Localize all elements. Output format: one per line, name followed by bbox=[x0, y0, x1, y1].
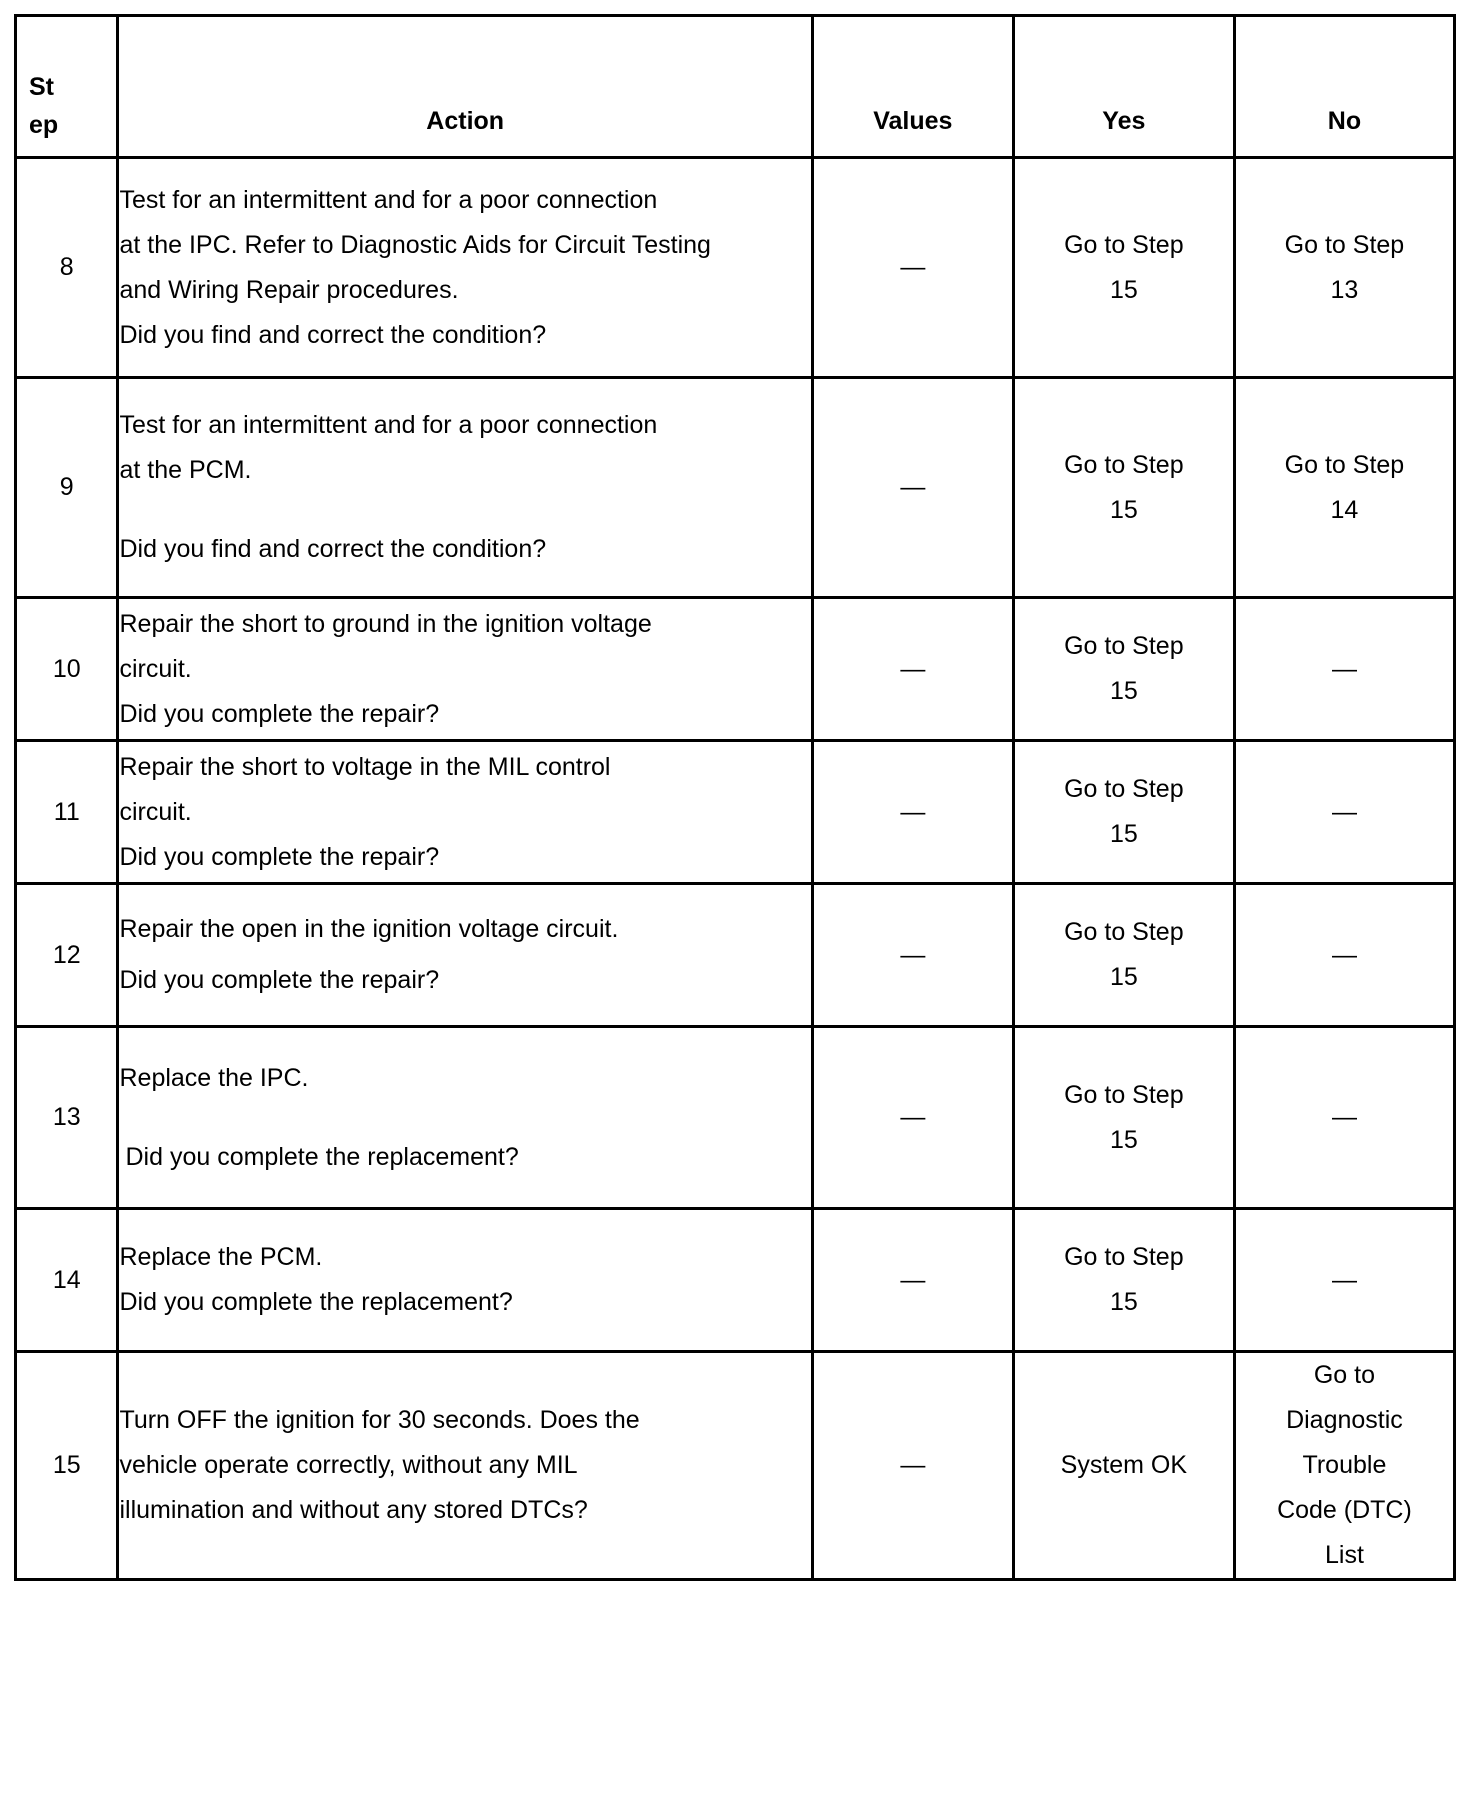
no-cell bbox=[1234, 1352, 1454, 1580]
action-line: circuit. bbox=[119, 654, 192, 683]
action-cell bbox=[118, 158, 812, 378]
yes-line: 15 bbox=[1109, 1288, 1138, 1316]
table-row bbox=[16, 884, 1455, 1027]
no-cell bbox=[1234, 1027, 1454, 1209]
step-number: 10 bbox=[16, 598, 118, 741]
no-line: Code (DTC) bbox=[1277, 1496, 1412, 1524]
yes-line: Go to Step bbox=[1064, 450, 1184, 479]
yes-line: Go to Step bbox=[1064, 1080, 1184, 1109]
header-yes: Yes bbox=[1013, 16, 1234, 158]
action-line: Did you complete the repair? bbox=[119, 966, 440, 994]
values-cell: — bbox=[812, 378, 1013, 598]
no-line: Go to bbox=[1313, 1361, 1376, 1389]
no-cell bbox=[1234, 378, 1454, 598]
action-spacer bbox=[119, 493, 810, 527]
yes-line: Go to Step bbox=[1064, 918, 1184, 946]
action-line: Turn OFF the ignition for 30 seconds. Does the bbox=[119, 1406, 640, 1434]
table-row bbox=[16, 741, 1455, 884]
yes-cell bbox=[1013, 1352, 1234, 1580]
yes-cell bbox=[1013, 1209, 1234, 1352]
values-cell: — bbox=[812, 884, 1013, 1027]
action-line: vehicle operate correctly, without any MIL bbox=[119, 1451, 578, 1479]
values-cell: — bbox=[812, 158, 1013, 378]
action-line: Test for an intermittent and for a poor connection bbox=[119, 411, 658, 439]
no-line: 14 bbox=[1330, 495, 1359, 524]
no-line: — bbox=[1331, 940, 1357, 969]
table-row bbox=[16, 378, 1455, 598]
no-line: Go to Step bbox=[1284, 450, 1405, 479]
action-cell bbox=[118, 1209, 812, 1352]
no-cell bbox=[1234, 884, 1454, 1027]
header-step bbox=[16, 16, 118, 158]
step-number: 12 bbox=[16, 884, 118, 1027]
yes-line: 15 bbox=[1109, 677, 1138, 705]
action-line: Did you complete the repair? bbox=[119, 699, 440, 728]
no-cell bbox=[1234, 1209, 1454, 1352]
action-line: Did you complete the replacement? bbox=[125, 1142, 519, 1171]
header-action: Action bbox=[118, 16, 812, 158]
yes-line: 15 bbox=[1109, 1125, 1138, 1154]
no-line: List bbox=[1324, 1541, 1364, 1569]
yes-line: 15 bbox=[1109, 275, 1138, 304]
action-cell bbox=[118, 741, 812, 884]
step-number: 11 bbox=[16, 741, 118, 884]
values-cell: — bbox=[812, 1209, 1013, 1352]
action-line: Did you find and correct the condition? bbox=[119, 320, 547, 349]
action-spacer bbox=[119, 1101, 810, 1135]
yes-line: System OK bbox=[1060, 1451, 1188, 1479]
no-line: — bbox=[1331, 797, 1357, 826]
no-line: — bbox=[1331, 654, 1357, 683]
no-cell bbox=[1234, 598, 1454, 741]
action-cell bbox=[118, 598, 812, 741]
header-row bbox=[16, 16, 1455, 158]
action-line: Test for an intermittent and for a poor connection bbox=[119, 185, 658, 214]
values-cell: — bbox=[812, 1027, 1013, 1209]
yes-line: Go to Step bbox=[1064, 775, 1184, 803]
yes-cell bbox=[1013, 158, 1234, 378]
action-line: Replace the PCM. bbox=[119, 1243, 323, 1271]
yes-cell bbox=[1013, 378, 1234, 598]
yes-cell bbox=[1013, 884, 1234, 1027]
step-number: 15 bbox=[16, 1352, 118, 1580]
no-line: Go to Step bbox=[1284, 230, 1405, 259]
action-line: at the IPC. Refer to Diagnostic Aids for Circuit Testing bbox=[119, 230, 711, 259]
header-values: Values bbox=[812, 16, 1013, 158]
no-line: — bbox=[1331, 1103, 1357, 1131]
table-row bbox=[16, 158, 1455, 378]
table-row bbox=[16, 598, 1455, 741]
values-cell: — bbox=[812, 598, 1013, 741]
no-line: Trouble bbox=[1302, 1451, 1387, 1479]
no-line: 13 bbox=[1330, 275, 1359, 304]
action-line: Replace the IPC. bbox=[119, 1063, 309, 1092]
action-line: Did you complete the replacement? bbox=[119, 1288, 513, 1316]
yes-line: 15 bbox=[1109, 963, 1138, 991]
yes-line: Go to Step bbox=[1064, 230, 1184, 259]
yes-line: 15 bbox=[1109, 820, 1138, 848]
table-row bbox=[16, 1209, 1455, 1352]
action-cell bbox=[118, 1352, 812, 1580]
header-step-line2: ep bbox=[29, 111, 59, 139]
no-line: — bbox=[1331, 1265, 1357, 1294]
step-number: 13 bbox=[16, 1027, 118, 1209]
values-cell: — bbox=[812, 741, 1013, 884]
table-row bbox=[16, 1027, 1455, 1209]
yes-line: 15 bbox=[1109, 495, 1138, 524]
yes-cell bbox=[1013, 598, 1234, 741]
no-line: Diagnostic bbox=[1286, 1406, 1403, 1434]
action-line: Did you find and correct the condition? bbox=[119, 535, 547, 563]
action-line: Did you complete the repair? bbox=[119, 842, 440, 871]
step-number: 9 bbox=[16, 378, 118, 598]
yes-cell bbox=[1013, 1027, 1234, 1209]
action-line: Repair the short to voltage in the MIL control bbox=[119, 752, 611, 781]
yes-line: Go to Step bbox=[1064, 1243, 1184, 1271]
header-no: No bbox=[1234, 16, 1454, 158]
header-step-line1: St bbox=[29, 73, 54, 101]
step-number: 14 bbox=[16, 1209, 118, 1352]
action-cell bbox=[118, 1027, 812, 1209]
step-number: 8 bbox=[16, 158, 118, 378]
no-cell bbox=[1234, 741, 1454, 884]
action-cell bbox=[118, 378, 812, 598]
diagnostic-table bbox=[14, 14, 1456, 1581]
yes-cell bbox=[1013, 741, 1234, 884]
action-line: Repair the short to ground in the ignition voltage bbox=[119, 609, 652, 638]
values-cell: — bbox=[812, 1352, 1013, 1580]
table-row bbox=[16, 1352, 1455, 1580]
action-line: and Wiring Repair procedures. bbox=[119, 275, 459, 304]
action-line: illumination and without any stored DTCs? bbox=[119, 1496, 588, 1524]
action-line: at the PCM. bbox=[119, 456, 252, 484]
action-line: Repair the open in the ignition voltage circuit. bbox=[119, 915, 619, 943]
action-cell bbox=[118, 884, 812, 1027]
action-line: circuit. bbox=[119, 797, 192, 826]
yes-line: Go to Step bbox=[1064, 632, 1184, 660]
no-cell bbox=[1234, 158, 1454, 378]
